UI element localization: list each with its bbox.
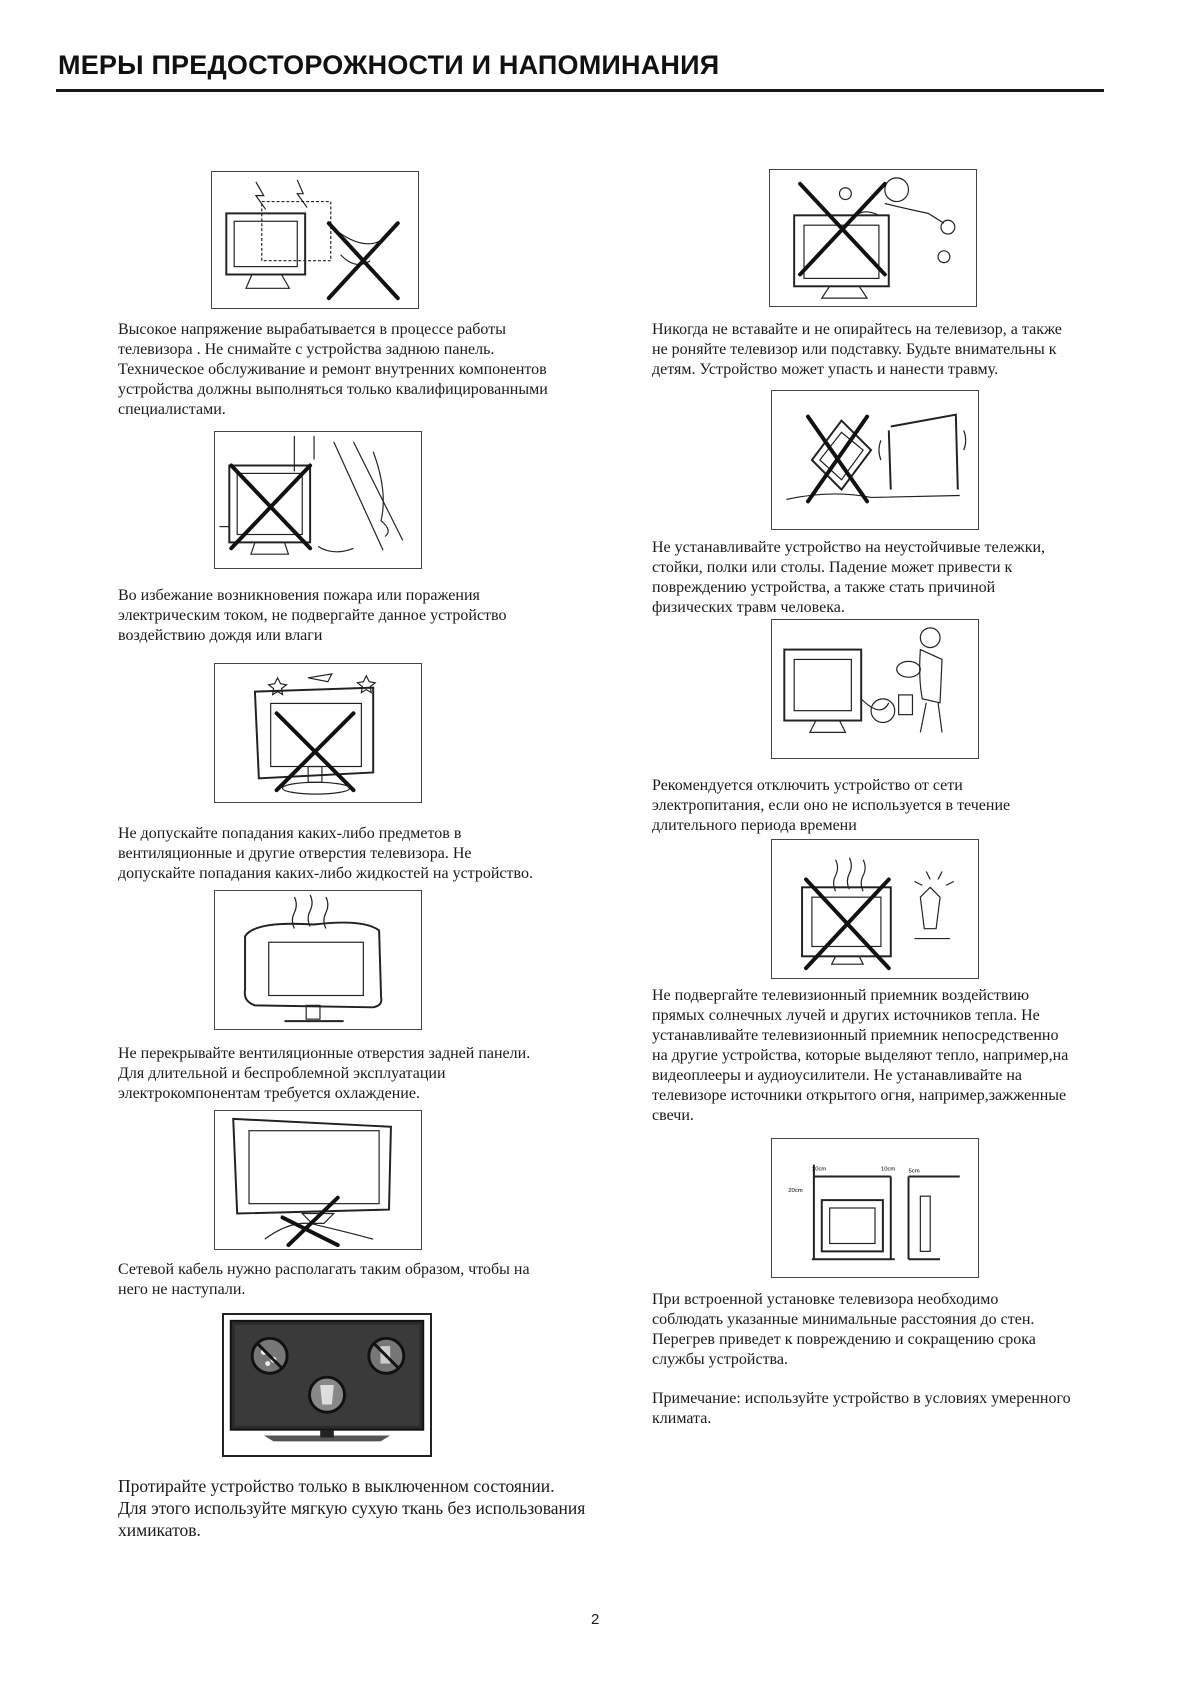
caption-unplug: Рекомендуется отключить устройство от сети электропитания, если оно не используется в течение длительного периода времени [652,777,1011,834]
caption-rain-moisture: Во избежание возникновения пожара или поражения электрическим током, не подвергайте данное устройство воздействию дождя или влаги [118,587,507,644]
heat-sources-icon [771,839,979,979]
caption-heat-sources: Не подвергайте телевизионный приемник воздействию прямых солнечных лучей и других источников тепла. Не устанавливайте телевизионный приемник непосредственно на другие устройства, которые выделяют тепло, например,на видеоплееры и аудиоусилители. Не устанавливайте на телевизоре источники открытого огня, например,зажженные свечи. [652,987,1069,1124]
caption-unstable-surface: Не устанавливайте устройство на неустойчивые тележки, стойки, полки или столы. Падение может привести к повреждению устройства, а также стать причиной физических травм человека. [652,539,1046,616]
child-climbing-icon [769,169,977,307]
caption-power-cable: Сетевой кабель нужно располагать таким образом, чтобы на него не наступали. [118,1261,530,1298]
svg-text:10cm: 10cm [811,1166,827,1173]
svg-text:5cm: 5cm [908,1168,920,1175]
title-divider [56,89,1104,92]
page-number: 2 [591,1611,600,1628]
svg-text:10cm: 10cm [880,1166,896,1173]
caption-clearance: При встроенной установке телевизора необходимо соблюдать указанные минимальные расстояния до стен. Перегрев приведет к повреждению и сокращению срока службы устройства. [652,1291,1036,1368]
cleaning-no-chemicals-icon [222,1313,432,1457]
power-cable-stepped-icon [214,1110,422,1250]
clearance-distances-icon [771,1138,979,1278]
objects-liquids-icon [214,663,422,803]
unstable-surface-icon [771,390,979,530]
high-voltage-back-panel-icon [211,171,419,309]
page-title: МЕРЫ ПРЕДОСТОРОЖНОСТИ И НАПОМИНАНИЯ [58,50,720,80]
caption-note-climate: Примечание: используйте устройство в условиях умеренного климата. [652,1390,1071,1427]
caption-child-climbing: Никогда не вставайте и не опирайтесь на телевизор, а также не роняйте телевизор или подставку. Будьте внимательны к детям. Устройство может упасть и нанести травму. [652,321,1062,378]
rain-moisture-icon [214,431,422,569]
unplug-icon [771,619,979,759]
caption-objects-liquids: Не допускайте попадания каких-либо предметов в вентиляционные и другие отверстия телевизора. Не допускайте попадания каких-либо жидкостей на устройство. [118,825,533,882]
caption-cleaning: Протирайте устройство только в выключенном состоянии. Для этого используйте мягкую сухую ткань без использования химикатов. [118,1476,586,1540]
svg-text:20cm: 20cm [788,1188,803,1195]
caption-high-voltage: Высокое напряжение вырабатывается в процессе работы телевизора . Не снимайте с устройства заднюю панель. Техническое обслуживание и ремонт внутренних компонентов устройства должны выполняться только квалифицированными специалистами. [118,321,548,418]
covered-vents-icon [214,890,422,1030]
caption-covered-vents: Не перекрывайте вентиляционные отверстия задней панели. Для длительной и беспроблемной эксплуатации электрокомпонентам требуется охлаждение. [118,1045,531,1102]
